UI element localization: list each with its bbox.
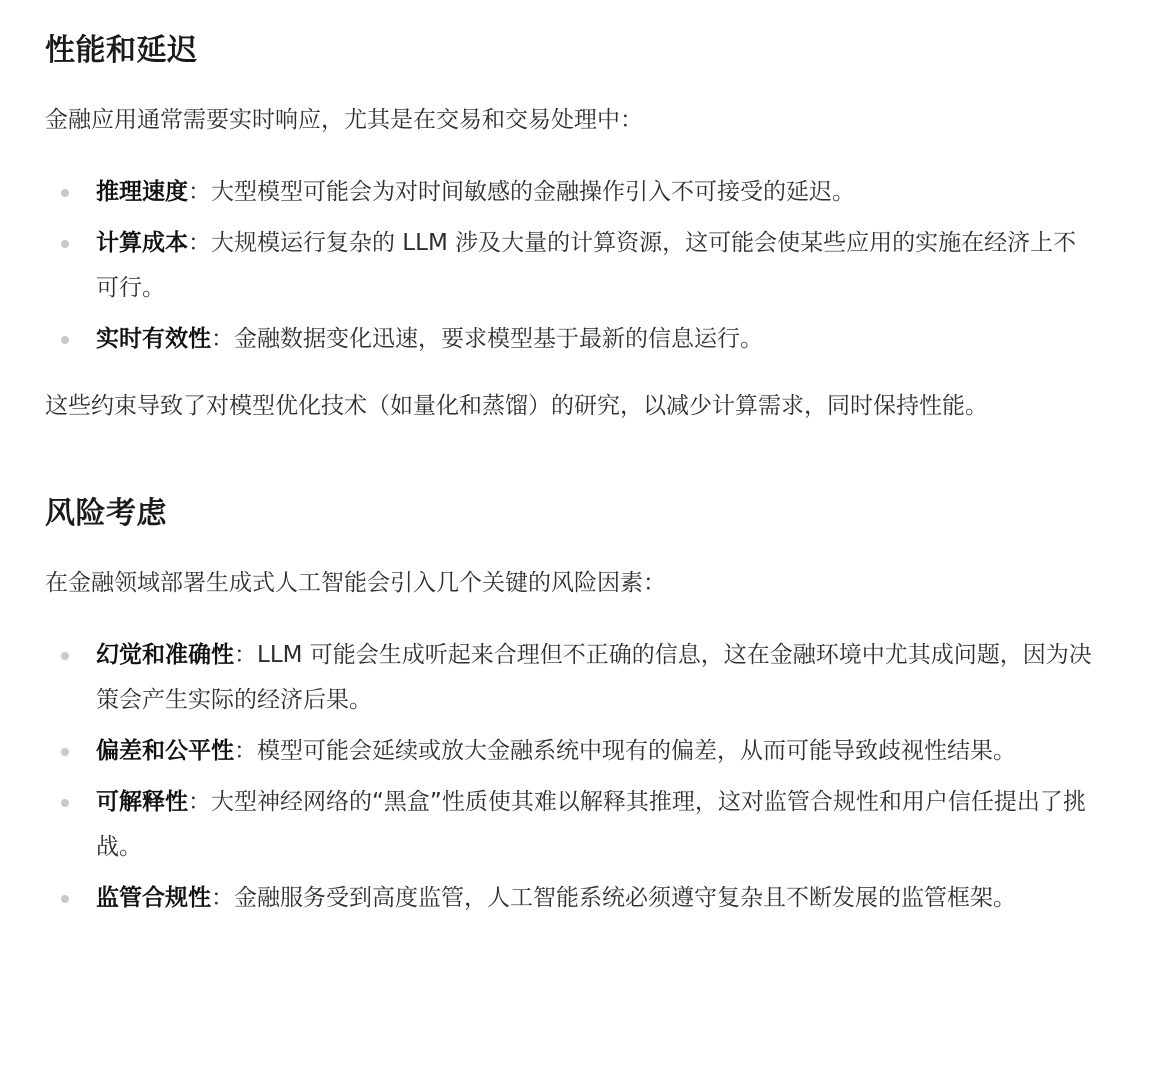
section-heading: 性能和延迟	[45, 33, 198, 68]
list-item-separator: ：	[211, 326, 234, 352]
list-item-separator: ：	[188, 230, 211, 256]
bullet-dot-icon	[61, 799, 69, 807]
bullet-dot-icon	[61, 240, 69, 248]
list-item	[45, 729, 1097, 774]
list-item-term: 计算成本	[96, 230, 188, 256]
list-item	[45, 221, 1097, 311]
section-performance-latency	[45, 28, 1097, 429]
list-item-text: LLM 可能会生成听起来合理但不正确的信息，这在金融环境中尤其成问题，因为决策会产生实际的经济后果。	[96, 642, 1092, 713]
list-item-separator: ：	[188, 179, 211, 205]
list-item-separator: ：	[211, 885, 234, 911]
section-intro: 金融应用通常需要实时响应，尤其是在交易和交易处理中：	[45, 107, 643, 133]
bullet-dot-icon	[61, 748, 69, 756]
list-item-term: 实时有效性	[96, 326, 211, 352]
list-item-text: 大规模运行复杂的 LLM 涉及大量的计算资源，这可能会使某些应用的实施在经济上不可行。	[96, 230, 1077, 301]
bullet-dot-icon	[61, 189, 69, 197]
list-item	[45, 170, 1097, 215]
bullet-dot-icon	[61, 336, 69, 344]
bullet-list	[45, 170, 1097, 362]
section-outro: 这些约束导致了对模型优化技术（如量化和蒸馏）的研究，以减少计算需求，同时保持性能。	[45, 393, 988, 419]
list-item	[45, 633, 1097, 723]
list-item-term: 推理速度	[96, 179, 188, 205]
bullet-dot-icon	[61, 895, 69, 903]
list-item-text: 金融数据变化迅速，要求模型基于最新的信息运行。	[234, 326, 763, 352]
bullet-list	[45, 633, 1097, 921]
list-item-separator: ：	[234, 738, 257, 764]
section-intro: 在金融领域部署生成式人工智能会引入几个关键的风险因素：	[45, 570, 666, 596]
list-item	[45, 780, 1097, 870]
list-item-term: 幻觉和准确性	[96, 642, 234, 668]
list-item	[45, 317, 1097, 362]
list-item	[45, 876, 1097, 921]
list-item-text: 金融服务受到高度监管，人工智能系统必须遵守复杂且不断发展的监管框架。	[234, 885, 1016, 911]
list-item-text: 大型模型可能会为对时间敏感的金融操作引入不可接受的延迟。	[211, 179, 855, 205]
section-risk-considerations	[45, 491, 1097, 921]
list-item-term: 监管合规性	[96, 885, 211, 911]
list-item-term: 可解释性	[96, 789, 188, 815]
list-item-text: 大型神经网络的“黑盒”性质使其难以解释其推理，这对监管合规性和用户信任提出了挑战。	[96, 789, 1086, 860]
list-item-text: 模型可能会延续或放大金融系统中现有的偏差，从而可能导致歧视性结果。	[257, 738, 1016, 764]
list-item-term: 偏差和公平性	[96, 738, 234, 764]
list-item-separator: ：	[234, 642, 257, 668]
bullet-dot-icon	[61, 652, 69, 660]
list-item-separator: ：	[188, 789, 211, 815]
section-heading: 风险考虑	[45, 496, 167, 531]
